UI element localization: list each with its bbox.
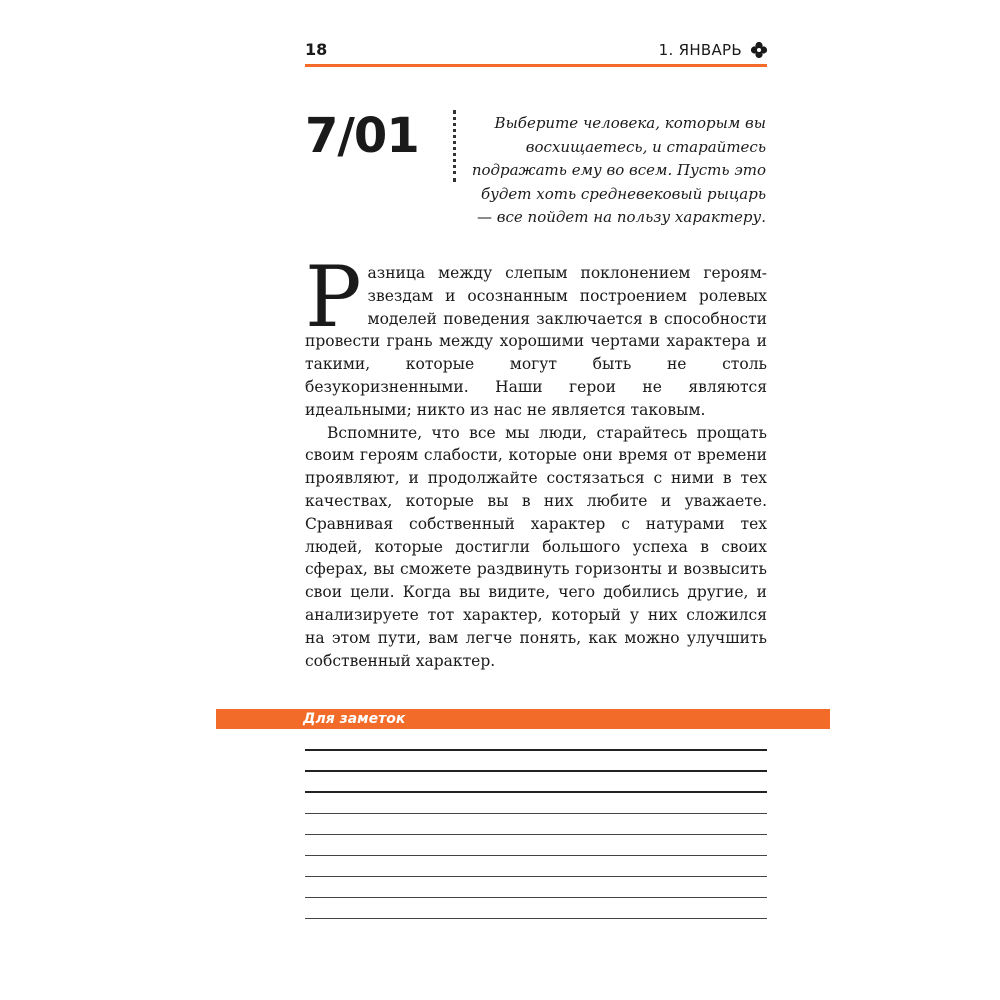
- chapter-title: 1. ЯНВАРЬ: [658, 41, 742, 59]
- note-line: [305, 749, 767, 751]
- note-line: [305, 834, 767, 835]
- note-line: [305, 876, 767, 877]
- chapter-header: [659, 40, 768, 60]
- body-text: [305, 248, 767, 672]
- paragraph-1: [305, 248, 767, 422]
- page-number: 18: [305, 40, 328, 59]
- drop-cap: Р: [305, 248, 362, 346]
- note-line: [305, 791, 767, 793]
- note-line: [305, 770, 767, 772]
- entry-date: 7/01: [305, 108, 419, 164]
- paragraph-1-text: азница между слепым поклонением героям-звездам и осознанным построением ролевых моделей поведения заключается в способности провести грань между хорошими чертами характера и такими, которые могут быть не столь безукоризненными. Наши герои не являются идеальными; никто из нас не является таковым.: [305, 264, 767, 419]
- notes-bar: [216, 709, 830, 729]
- paragraph-2: Вспомните, что все мы люди, старайтесь прощать своим героям слабости, которые они время от времени проявляют, и продолжайте состязаться с ними в тех качествах, которые вы в них любите и уважаете. Сравнивая собственный характер с натурами тех людей, которые достигли большого успеха в своих сферах, вы сможете раздвинуть горизонты и возвысить свои цели. Когда вы видите, чего добились другие, и анализируете тот характер, который у них сложился на этом пути, вам легче понять, как можно улучшить собственный характер.: [305, 423, 767, 670]
- dotted-divider: [453, 110, 456, 182]
- flower-icon: [750, 41, 768, 59]
- note-line: [305, 918, 767, 919]
- header-rule: [305, 64, 767, 67]
- epigraph-quote: Выберите человека, которым вы восхищаетесь, и старайтесь подражать ему во всем. Пусть это будет хоть средневековый рыцарь — все пойдет на пользу характеру.: [471, 114, 766, 226]
- note-line: [305, 813, 767, 814]
- note-line: [305, 897, 767, 898]
- notes-label: Для заметок: [303, 711, 406, 727]
- note-line: [305, 855, 767, 856]
